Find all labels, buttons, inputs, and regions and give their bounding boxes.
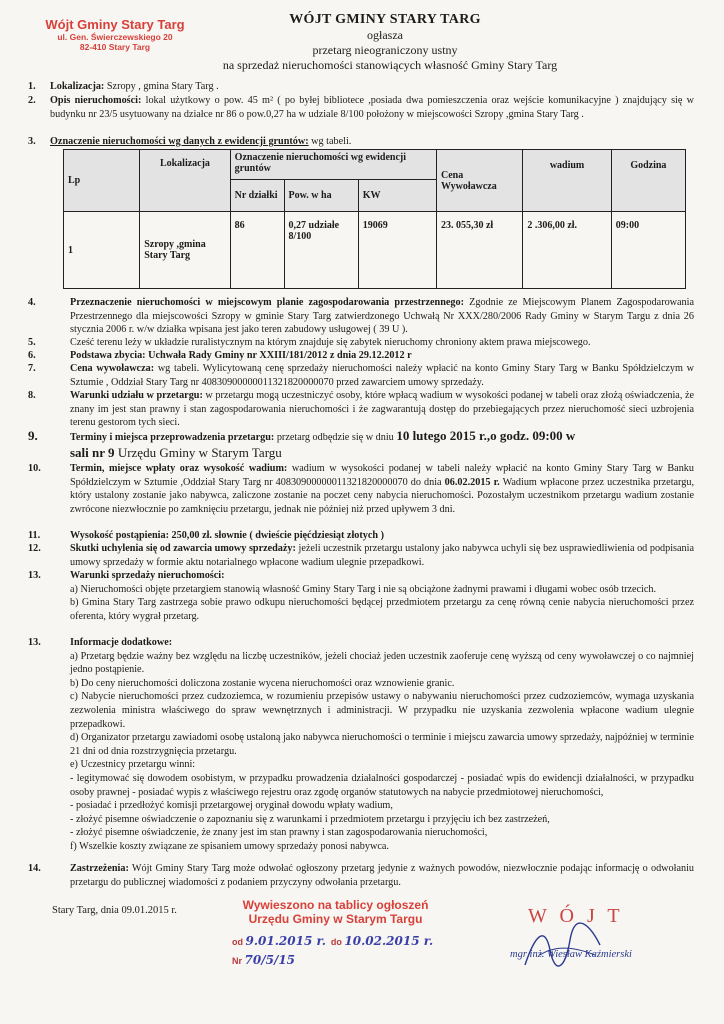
sub-item: - złożyć pisemne oświadczenie, że znany jest im stan prawny i stan zagospodarowania nieruchomości, [70,827,488,839]
th-group: Oznaczenie nieruchomości wg ewidencji gruntów [230,150,436,180]
item-9 [28,428,694,461]
item-label: Skutki uchylenia się od zawarcia umowy sprzedaży: [70,543,296,554]
item-8 [28,389,694,430]
th-location: Lokalizacja [140,150,230,212]
item-label: Lokalizacja: [50,81,105,92]
th-area: Pow. w ha [284,179,358,212]
th-time: Godzina [611,150,685,212]
item-label: Cena wywoławcza: [70,363,155,374]
deposit-deadline: 06.02.2015 r. [444,476,500,488]
sub-item: - złożyć pisemne oświadczenie o zapoznaniu się z warunkami i przedmiotem przetargu i przyjęciu ich bez zastrzeżeń, [70,813,550,825]
item-13-conditions [28,569,694,623]
registry-number: 70/5/15 [244,953,296,967]
cell-deposit: 2 .306,00 zł. [523,212,611,289]
item-number: 11. [28,530,41,541]
item-label: Zastrzeżenia: [70,863,129,874]
item-label: Opis nieruchomości: [50,95,142,106]
signature-icon [520,915,610,975]
sub-item: - legitymować się dowodem osobistym, w przypadku prowadzenia działalności gospodarczej - posiadać wpis do ewidencji działalności, w przypadku osoby prawnej - posiadać wypis z właściwego rejestru oraz zgodę organów statutowych na nabycie przedmiotowej nieruchomości, [70,772,694,798]
item-number: 13. [28,570,41,581]
item-text: Wójt Gminy Stary Targ może odwołać ogłoszony przetarg jedynie z ważnych powodów, niezwłocznie podając informację o odwołaniu przetargu do publicznej wiadomości z podaniem przyczyny odwołania przetargu. [70,863,694,888]
item-label: Termin, miejsce wpłaty oraz wysokość wadium: [70,463,288,474]
office-stamp-name: Wójt Gminy Stary Targ [45,17,185,32]
item-label: Informacje dodatkowe: [70,637,173,648]
item-text: Cześć terenu leży w układzie ruralistycznym na którym znajduje się zabytek nieruchomy chroniony aktem prawa miejscowego. [70,337,591,348]
item-text: w przetargu mogą uczestniczyć osoby, które wpłacą wadium w wysokości podanej w tabeli oraz złożą oświadczenia, że znany im jest stan prawny i stan zagospodarowania nieruchomości i że zagwarantują dostęp do przebiegających przez nieruchomość sieci uzbrojenia terenu gestorom tych sieci. [70,390,694,429]
sub-item: a) Nieruchomości objęte przetargiem stanowią własność Gminy Stary Targ i nie są obciążone żadnymi prawami i długami wobec osób trzecich. [70,583,657,595]
item-label: Terminy i miejsca przeprowadzenia przetargu: [70,432,275,443]
sub-item: e) Uczestnicy przetargu winni: [70,759,196,771]
item-text: przetarg odbędzie się w dniu [274,432,397,443]
item-14 [28,862,694,889]
sub-item: d) Organizator przetargu zawiadomi osobę ustaloną jako nabywca nieruchomości o terminie i miejscu zawarcia umowy sprzedaży, najpóźniej w terminie 21 dni od dnia rozstrzygnięcia przetargu. [70,732,694,757]
item-number: 10. [28,463,41,474]
item-number: 7. [28,363,36,374]
sub-item: c) Nabycie nieruchomości przez cudzoziemca, w rozumieniu przepisów ustawy o nabywaniu nieruchomości przez cudzoziemców, wymaga uzyskania zezwolenia ministra właściwego do spraw wewnętrznych i administracji. W przypadku nie uzyskania zezwolenia wpłacone wadium ulegnie przepadkowi. [70,691,694,730]
cell-location: Szropy ,gmina Stary Targ [140,212,230,289]
cell-area: 0,27 udziałe 8/100 [284,212,358,289]
posted-to: 10.02.2015 r. [344,934,434,948]
office-stamp-address: ul. Gen. Świerczewskiego 20 [57,31,173,42]
item-4 [28,296,694,337]
item-number: 5. [28,337,36,348]
tender-place-rest: Urzędu Gminy w Starym Targu [114,444,282,460]
document-title: WÓJT GMINY STARY TARG [289,12,481,27]
cell-lp: 1 [64,212,140,289]
item-label: Warunki sprzedaży nieruchomości: [70,570,225,581]
item-text: lokal użytkowy o pow. 45 m² ( po byłej bibliotece ,posiada dwa pomieszczenia oraz wejście komunikacyjne ) znajdujący się w budynku nr 23/5 usytuowany na działce nr 86 o pow.0,27 ha w udziale 8/100 położony w miejscowości Szropy ,gmina Stary Targ . [50,95,694,120]
item-label: Oznaczenie nieruchomości wg danych z ewidencji gruntów: [50,136,309,147]
sub-item: b) Do ceny nieruchomości doliczona zostanie wycena nieruchomości oraz wznowienie granic. [70,677,455,689]
item-text-2: Wadium wpłacone przez uczestnika przetargu, który ustalony zostanie jako nabywca, zaliczone zostanie na poczet ceny nabycia nieruchomości. Pozostałym uczestnikom przetargu wadium zostanie zwrócone niezwłocznie po zamknięciu przetargu, jednak nie później niż przed upływem 3 dni. [70,476,695,515]
office-stamp [40,18,190,52]
item-text: jeżeli uczestnik przetargu ustalony jako nabywca uchyli się bez usprawiedliwienia od podpisania umowy sprzedaży w formie aktu notarialnego wpłacone wadium ulegnie przepadkowi. [70,543,694,568]
item-text: wg tabeli. Wylicytowaną cenę sprzedaży nieruchomości należy wpłacić na konto Gminy Stary Targ w Banku Spółdzielczym w Sztumie , Oddział Stary Targ nr 40830900000011321820000070 przed zawarciem umowy sprzedaży. [70,363,695,388]
item-label: Przeznaczenie nieruchomości w miejscowym planie zagospodarowania przestrzennego: [70,297,464,308]
item-6 [28,349,694,363]
cell-kw: 19069 [358,212,436,289]
th-deposit: wadium [523,150,611,212]
item-number: 2. [28,95,36,106]
item-number: 13. [28,637,41,648]
item-number: 4. [28,297,36,308]
item-text: Szropy , gmina Stary Targ . [104,81,219,92]
item-number: 12. [28,543,41,554]
table-row [64,212,686,289]
item-12 [28,542,694,569]
posting-stamp [228,898,443,968]
tender-place: sali nr 9 [70,444,115,460]
item-number: 3. [28,136,36,147]
th-price: Cena Wywoławcza [436,150,522,212]
item-label: Podstawa zbycia: Uchwała Rady Gminy nr XXIII/181/2012 z dnia 29.12.2012 r [70,350,412,361]
tender-date: 10 lutego 2015 r.,o godz. 09:00 w [396,428,576,443]
cell-time: 09:00 [611,212,685,289]
sub-item: f) Wszelkie koszty związane ze spisaniem umowy sprzedaży ponosi nabywca. [70,840,389,852]
item-2 [28,94,694,121]
item-number: 8. [28,390,36,401]
city-date: Stary Targ, dnia 09.01.2015 r. [52,905,177,916]
item-text: Zgodnie ze Miejscowym Planem Zagospodarowania Przestrzennego dla miejscowości Szropy w gminie Stary Targ zatwierdzonego Uchwałą Nr XXX/280/2006 Rady Gminy w Starym Targu z dnia 26 stycznia 2006 r. w/w działka wpisana jest jako teren zabudowy usługowej ( 39 U ). [70,297,695,336]
item-number: 9. [28,428,38,443]
item-label: Warunki udziału w przetargu: [70,390,203,401]
office-stamp-postal: 82-410 Stary Targ [79,41,151,52]
registry-line: Nr 70/5/15 [232,953,296,967]
mayor-name: mgr inż. Wiesław Kaźmierski [510,949,632,960]
th-lp: Lp [64,150,140,212]
item-label: Wysokość postąpienia: 250,00 zł. słownie ( dwieście pięćdziesiąt złotych ) [70,530,384,541]
th-plot-no: Nr działki [230,179,284,212]
sub-item: b) Gmina Stary Targ zastrzega sobie prawo odkupu nieruchomości będącej przedmiotem przetargu za cenę równą cenie nabycia nieruchomości przez oferenta, który wygrał przetarg. [70,597,694,622]
item-5 [28,336,694,350]
posted-from: 9.01.2015 r. [245,934,326,948]
item-number: 6. [28,350,36,361]
tender-subject: na sprzedaż nieruchomości stanowiących własność Gminy Stary Targ [222,58,558,72]
mayor-title-stamp: W Ó J T [528,905,624,927]
tender-type: przetarg nieograniczony ustny [312,43,458,57]
item-13-info [28,636,694,854]
th-kw: KW [358,179,436,212]
announces-text: ogłasza [367,28,403,42]
plot-table [63,149,686,289]
sub-item: a) Przetarg będzie ważny bez względu na liczbę uczestników, jeżeli chociaż jeden uczestnik zaoferuje cenę wyższą od ceny wywoławczej o co najmniej jedno postąpienie. [70,650,694,676]
mayor-signature [510,905,680,985]
cell-plot-no: 86 [230,212,284,289]
document-header [170,12,600,73]
item-text: wadium w wysokości podanej w tabeli należy wpłacić na konto Gminy Stary Targ w Banku Spółdzielczym w Sztumie ,Oddział Stary Targ nr 40830900000011321820000070 do dnia [70,463,694,488]
posting-dates: od 9.01.2015 r. do 10.02.2015 r. [232,934,434,948]
posting-line-1: Wywieszono na tablicy ogłoszeń [242,898,429,912]
item-number: 1. [28,81,36,92]
item-text: wg tabeli. [308,136,352,147]
table-header-row [64,150,686,180]
item-10 [28,462,694,516]
item-number: 14. [28,863,41,874]
item-3 [28,135,694,149]
item-11 [28,529,694,543]
sub-item: - posiadać i przedłożyć komisji przetargowej oryginał dowodu wpłaty wadium, [70,800,393,812]
item-1 [28,80,694,94]
item-7 [28,362,694,389]
cell-price: 23. 055,30 zł [436,212,522,289]
posting-line-2: Urzędu Gminy w Starym Targu [248,912,423,926]
